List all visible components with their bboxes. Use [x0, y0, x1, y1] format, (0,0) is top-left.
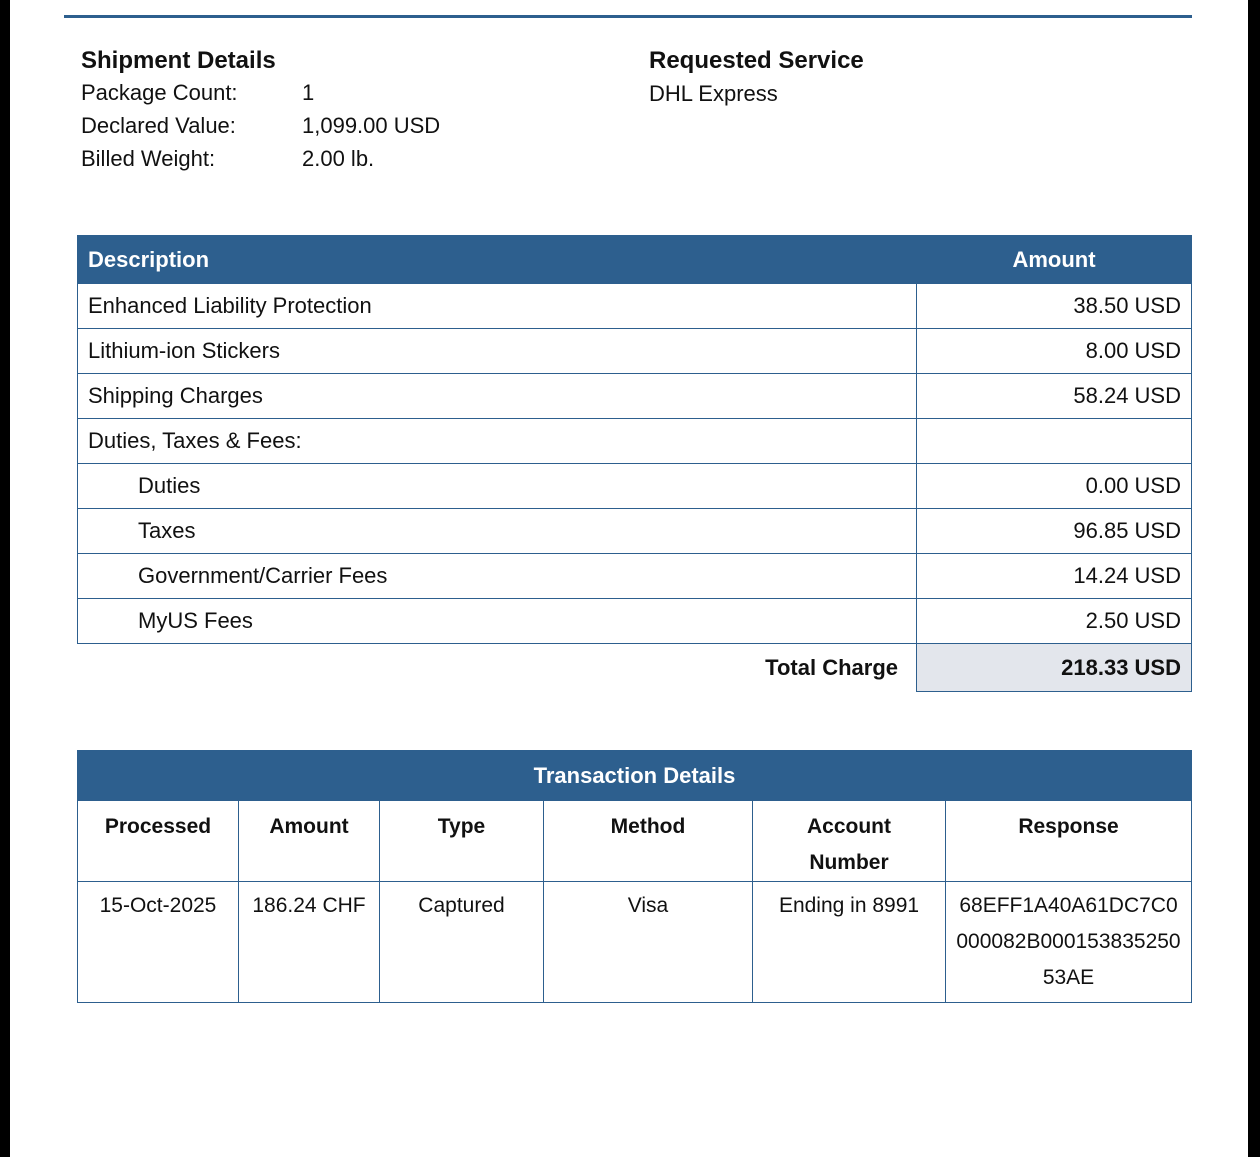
total-row	[78, 644, 1192, 692]
total-charge-amount: 218.33 USD	[917, 644, 1192, 692]
billed-weight-label: Billed Weight:	[81, 146, 216, 171]
charge-description: Duties, Taxes & Fees:	[78, 419, 917, 464]
charge-description: Enhanced Liability Protection	[78, 284, 917, 329]
invoice-page	[10, 0, 1248, 1157]
response-header: Response	[946, 801, 1192, 882]
charge-row	[78, 374, 1192, 419]
charge-row	[78, 419, 1192, 464]
transaction-type: Captured	[380, 882, 544, 1003]
account-number: Ending in 8991	[753, 882, 946, 1003]
txn-amount-header: Amount	[239, 801, 380, 882]
charge-amount: 14.24 USD	[917, 554, 1192, 599]
charge-row	[78, 509, 1192, 554]
package-count-label: Package Count:	[81, 80, 238, 105]
response-code: 68EFF1A40A61DC7C0000082B00015383525053AE	[946, 882, 1192, 1003]
total-charge-label: Total Charge	[765, 654, 898, 680]
requested-service-value: DHL Express	[649, 81, 778, 106]
charge-description: Taxes	[78, 509, 917, 554]
transaction-row	[78, 882, 1192, 1003]
charge-description: MyUS Fees	[78, 599, 917, 644]
declared-value-label: Declared Value:	[81, 113, 236, 138]
charge-amount: 8.00 USD	[917, 329, 1192, 374]
charges-table	[77, 235, 1192, 692]
transaction-title-row	[78, 751, 1192, 801]
transaction-header-row	[78, 801, 1192, 882]
processed-header: Processed	[78, 801, 239, 882]
charge-row	[78, 554, 1192, 599]
processed-date: 15-Oct-2025	[78, 882, 239, 1003]
payment-method: Visa	[544, 882, 753, 1003]
charge-description: Lithium-ion Stickers	[78, 329, 917, 374]
charge-description: Shipping Charges	[78, 374, 917, 419]
declared-value-value: 1,099.00 USD	[302, 113, 441, 138]
account-number-header	[753, 801, 946, 882]
charges-header-row	[78, 236, 1192, 284]
requested-service-heading: Requested Service	[649, 47, 864, 74]
billed-weight-row	[81, 142, 601, 175]
charge-description: Duties	[78, 464, 917, 509]
transaction-amount: 186.24 CHF	[239, 882, 380, 1003]
charge-description: Government/Carrier Fees	[78, 554, 917, 599]
charge-row	[78, 284, 1192, 329]
charge-row	[78, 599, 1192, 644]
charge-amount	[917, 419, 1192, 464]
charge-row	[78, 329, 1192, 374]
declared-value-row	[81, 109, 601, 142]
charge-amount: 58.24 USD	[917, 374, 1192, 419]
method-header: Method	[544, 801, 753, 882]
charge-amount: 2.50 USD	[917, 599, 1192, 644]
account-header-line1: Account	[807, 815, 891, 838]
charge-amount: 38.50 USD	[917, 284, 1192, 329]
shipment-details	[81, 46, 601, 175]
package-count-value: 1	[302, 80, 315, 105]
billed-weight-value: 2.00 lb.	[302, 146, 375, 171]
package-count-row	[81, 76, 601, 109]
transaction-table	[77, 750, 1192, 1003]
charge-amount: 0.00 USD	[917, 464, 1192, 509]
type-header: Type	[380, 801, 544, 882]
account-header-line2: Number	[809, 851, 889, 874]
description-header: Description	[78, 236, 917, 284]
transaction-title: Transaction Details	[78, 751, 1192, 801]
top-divider	[64, 15, 1192, 18]
charge-row	[78, 464, 1192, 509]
requested-service	[649, 46, 1169, 112]
amount-header: Amount	[917, 236, 1192, 284]
shipment-details-heading: Shipment Details	[81, 47, 276, 74]
charge-amount: 96.85 USD	[917, 509, 1192, 554]
